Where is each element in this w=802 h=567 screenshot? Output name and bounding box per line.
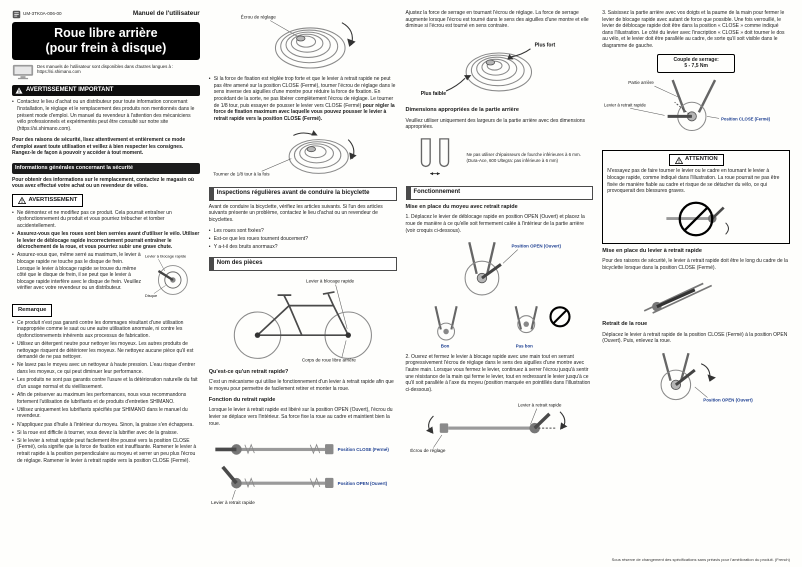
attention-box bbox=[602, 150, 790, 244]
languages-note bbox=[12, 64, 200, 80]
too-strong-text: Si la force de fixation est réglée trop forte et que le levier à retrait rapide ne peut pas être amené sur la position CLOSE (Fermé), tourner l'écrou de réglage dans le sens inverse des aiguilles d'une montre pour réduire la force de fixation. En procédant de la sorte, ne pas libérer complètement l'écrou de réglage. Le tourner de 1/8 tour, puis essayer de pousser le levier vers CLOSE (Fermé) bbox=[213, 76, 396, 109]
document-header bbox=[12, 10, 200, 19]
operation-title-text: Fonctionnement bbox=[413, 189, 461, 196]
inspections-intro: Avant de conduire la bicyclette, vérifiez les articles suivants. Si l'un des articles suivants présente un problème, contactez le lieu d'achat ou un revendeur de bicyclettes. bbox=[208, 203, 383, 223]
too-strong-bullet bbox=[209, 76, 397, 122]
figure-bicycle bbox=[209, 274, 397, 365]
dims-text: Veuillez utiliser uniquement des largeurs de la partie arrière avec des dimensions appropriées. bbox=[405, 117, 586, 131]
weaker-label: Plus faible bbox=[420, 90, 446, 97]
bad-label: Pas bon bbox=[515, 343, 533, 349]
remark-bullet: • Les produits ne sont pas garantis contre l'usure et la détérioration naturelle du fait d'un usage normal et du vieillissement. bbox=[12, 377, 200, 390]
parts-section-header bbox=[209, 257, 397, 271]
figure-step1-open bbox=[406, 238, 594, 299]
qr-what-title: Qu'est-ce qu'un retrait rapide? bbox=[208, 368, 289, 375]
page-title-line1: Roue libre arrière bbox=[54, 26, 158, 40]
page-title bbox=[12, 22, 200, 60]
inspection-item: • Les roues sont fixées? bbox=[209, 228, 397, 235]
column-3 bbox=[406, 10, 594, 559]
figure-step3-close bbox=[602, 76, 790, 147]
dims-note2: (Dura-Ace, 600 Ultegra: pas inférieure à 6 mm) bbox=[466, 158, 559, 164]
attention-title-box bbox=[669, 154, 724, 167]
good-label: Bon bbox=[440, 343, 449, 349]
step3-close-label: Position CLOSE (Fermé) bbox=[721, 116, 771, 122]
remark-bullet: • Si la roue est difficile à tourner, vous devez la lubrifier avec de la graisse. bbox=[12, 430, 200, 437]
warning-icon bbox=[675, 157, 683, 164]
inspections-list bbox=[209, 228, 397, 253]
lever-position-title: Mise en place du levier à retrait rapide bbox=[602, 247, 702, 254]
parts-title-text: Nom des pièces bbox=[216, 260, 263, 267]
warning-bullet: • Assurez-vous que les roues sont bien serrées avant d'utiliser le vélo. Utiliser le levier de déblocage rapide incorrectement pourrait entraîner le décrochement de la roue, et vous pourriez subir une grave chute. bbox=[12, 231, 200, 251]
important-warning-item: • Contactez le lieu d'achat ou un distributeur pour toute information concernant l'installation, le réglage et le remplacement des produits non mentionnés dans le présent mode d'emploi. Un manuel du revendeur à l'attention des mécaniciens vélo professionnels et expérimentés peut être consulté sur notre site (https://si.shimano.com). bbox=[12, 99, 200, 132]
too-strong-list bbox=[209, 76, 397, 124]
torque-label: Couple de serrage: bbox=[673, 56, 719, 63]
figure-disc-and-lever bbox=[144, 252, 200, 299]
removal-open-label: Position OPEN (Ouvert) bbox=[703, 397, 753, 403]
step3-lever-label: Levier à retrait rapide bbox=[604, 102, 647, 108]
remark-bullet: • Afin de préserver au maximum les performances, nous vous recommandons fortement l'utilisation de lubrifiants et de produits d'entretien SHIMANO. bbox=[12, 392, 200, 405]
figure-turn-eighth bbox=[209, 127, 397, 182]
figure-removal-open bbox=[602, 349, 790, 408]
general-safety-header: Informations générales concernant la sécurité bbox=[12, 163, 200, 174]
position-open-label: Position OPEN (Ouvert) bbox=[337, 480, 387, 486]
qr-function-title: Fonction du retrait rapide bbox=[208, 397, 276, 404]
page-title-line2: (pour frein à disque) bbox=[45, 40, 167, 55]
important-warning-title: AVERTISSEMENT IMPORTANT bbox=[26, 86, 114, 93]
warning-icon bbox=[18, 197, 26, 204]
freehub-body-label: Corps de roue libre arrière bbox=[301, 357, 356, 363]
disc-label: Disque bbox=[144, 293, 158, 299]
too-strong-bold: pour régler la force de fixation maximum avec laquelle vous pouvez pousser le levier à retrait rapide vers la position CLOSE (Fermé). bbox=[213, 102, 395, 122]
turn-eighth-label: Tourner de 1/8 tour à la fois bbox=[212, 171, 270, 177]
inspection-item: • Est-ce que les roues tournent doucement? bbox=[209, 236, 397, 243]
figure-attention-prohibited bbox=[653, 198, 739, 240]
figure-step2 bbox=[406, 397, 594, 456]
bike-lever-label: Levier à blocage rapide bbox=[305, 278, 354, 284]
removal-title: Retrait de la roue bbox=[602, 321, 648, 328]
inspections-section-header bbox=[209, 187, 397, 201]
warning-bullet: • Ne démontez et ne modifiez pas ce produit. Cela pourrait entraîner un dysfonctionnement du produit et vous pourriez trébucher et tomber accidentellement. bbox=[12, 210, 200, 230]
attention-body: N'essayez pas de faire tourner le levier ou le cadre en tournant le levier à blocage rapide, comme indiqué dans l'illustration. La roue pourrait ne pas être fixée de manière fiable au cadre et risque de se détacher du vélo, ce qui provoquerait des blessures graves. bbox=[607, 168, 780, 195]
warning-icon bbox=[15, 87, 23, 94]
document-icon bbox=[12, 10, 21, 19]
general-safety-intro: Pour obtenir des informations sur le remplacement, contactez le magasin où vous avez effectué votre achat ou un revendeur de vélos. bbox=[12, 176, 194, 190]
step1-text: 1. Déplacez le levier de déblocage rapide en position OPEN (Ouvert) et placez la roue de manière à ce qu'elle soit fermement calée à l'intérieur de la partie arrière (voir croquis ci-dessous). bbox=[405, 214, 585, 234]
step2-text: 2. Ouvrez et fermez le levier à blocage rapide avec une main tout en serrant progressivement l'écrou de réglage dans le sens des aiguilles d'une montre avec l'autre main. Lorsque vous fermez le levier, continuez à serrer l'écrou jusqu'à sentir une résistance de la main qui ferme le levier, tout en redressant le levier jusqu'à ce qu'il soit parallèle à l'axe du moyeu (position marquée en pointillés dans l'illustration ci-dessous). bbox=[405, 353, 591, 393]
figure-clamp-force bbox=[406, 34, 594, 104]
warning-title-text: AVERTISSEMENT bbox=[28, 196, 78, 203]
lever-position-text: Pour des raisons de sécurité, le levier à retrait rapide doit être le long du cadre de la bicyclette lorsque dans la position CLOSE (Fermé). bbox=[602, 258, 788, 271]
step3-text: 3. Saisissez la partie arrière avec vos doigts et la paume de la main pour fermer le levier de blocage rapide avec autant de force que possible. Une fois verrouillé, le levier de déblocage rapide doit être dans la position « CLOSE » comme indiqué dans l'illustration. Le côté du levier avec l'inscription « CLOSE » doit tourner le dos au vélo, et le levier doit être parallèle au cadre, de sorte qu'il soit visible dans le diagramme de gauche. bbox=[602, 10, 785, 49]
rear-end-label: Partie arrière bbox=[628, 80, 655, 86]
install-title: Mise en place du moyeu avec retrait rapide bbox=[405, 204, 518, 211]
figure-lever-along-frame bbox=[602, 275, 790, 317]
figure-good-bad bbox=[406, 302, 594, 351]
figure-fork-end-note bbox=[406, 135, 594, 181]
column-1 bbox=[12, 10, 200, 559]
stronger-label: Plus fort bbox=[534, 42, 555, 49]
remark-title-text: Remarque bbox=[18, 306, 47, 313]
step2-nut-label: Écrou de réglage bbox=[409, 448, 445, 454]
important-warning-bold-note: Pour des raisons de sécurité, lisez attentivement et entièrement ce mode d'emploi avant toute utilisation et veillez à bien respecter les consignes. Rangez-le de façon à pouvoir y accéder à tout moment. bbox=[12, 136, 186, 157]
adjusting-nut-label: Écrou de réglage bbox=[240, 14, 276, 20]
removal-text: Déplacez le levier à retrait rapide de la position CLOSE (Fermé) à la position OPEN (Ouvert). Puis, enlevez la roue. bbox=[602, 331, 788, 345]
dims-title: Dimensions appropriées de la partie arrière bbox=[405, 107, 519, 114]
clamp-force-text: Ajustez la force de serrage en tournant l'écrou de réglage. La force de serrage augmente lorsque l'écrou est tourné dans le sens des aiguilles d'une montre et elle diminue si l'écrou est tourné en sens contraire. bbox=[405, 10, 589, 30]
remark-bullet: • N'appliquez pas d'huile à l'intérieur du moyeu. Sinon, la graisse s'en échappera. bbox=[12, 422, 200, 429]
footer-note: Sous réserve de changement des spécifications sans préavis pour l'amélioration du produit. (French) bbox=[611, 557, 790, 562]
inspections-title-text: Inspections régulières avant de conduire la bicyclette bbox=[216, 189, 370, 196]
figure-adjusting-nut-cassette bbox=[209, 10, 397, 73]
dims-note1: Ne pas utiliser d'épaisseurs de fourche inférieures à 6 mm. bbox=[466, 152, 581, 158]
warning-bullet bbox=[12, 252, 200, 299]
warning-bullet-text: • Assurez-vous que, même serré au maximum, le levier à blocage rapide ne touche pas le disque de frein. Lorsque le levier à blocage rapide se trouve du même côté que le disque de frein, il se peut que le levier à blocage rapide interfère avec le disque de frein. Veuillez vérifier avec votre revendeur ou un distributeur. bbox=[17, 252, 141, 292]
figure-skewer-positions bbox=[209, 431, 397, 507]
torque-value: 5 - 7,5 Nm bbox=[684, 63, 708, 70]
qr-lever-label: Levier à retrait rapide bbox=[210, 499, 255, 505]
torque-box bbox=[657, 54, 735, 74]
remark-bullet: • Ce produit n'est pas garanti contre les dommages résultant d'une utilisation inappropriée comme le saut ou une autre utilisation anormale, ni contre les dysfonctionnements inhérents aux processus de fabrication. bbox=[12, 320, 200, 340]
step1-open-label: Position OPEN (Ouvert) bbox=[510, 243, 561, 249]
figure-fork-end bbox=[406, 135, 464, 181]
doc-code-text: UM-3TK0A-006-00 bbox=[23, 11, 62, 17]
position-close-label: Position CLOSE (Fermé) bbox=[337, 447, 389, 453]
operation-section-header bbox=[406, 186, 594, 200]
lever-label: Levier à blocage rapide bbox=[144, 253, 186, 259]
remark-box-title bbox=[12, 304, 52, 317]
remark-list bbox=[12, 320, 200, 466]
warning-box-title bbox=[12, 194, 83, 207]
warning-list bbox=[12, 210, 200, 301]
doc-code bbox=[12, 10, 62, 19]
column-4 bbox=[602, 10, 790, 559]
important-warning-header bbox=[12, 85, 200, 97]
attention-title-text: ATTENTION bbox=[685, 156, 718, 163]
monitor-icon bbox=[12, 64, 34, 80]
step2-lever-label: Levier à retrait rapide bbox=[517, 402, 562, 408]
column-2 bbox=[209, 10, 397, 559]
important-warning-list bbox=[12, 99, 200, 134]
languages-note-text: Des manuels de l'utilisateur sont disponibles dans d'autres langues à : https://si.shimano.com bbox=[37, 63, 174, 75]
inspection-item: • Y a-t-il des bruits anormaux? bbox=[209, 244, 397, 251]
remark-bullet: • Utilisez uniquement les lubrifiants spécifiés par SHIMANO dans le manuel du revendeur. bbox=[12, 407, 200, 420]
qr-function-text: Lorsque le levier à retrait rapide est libéré sur la position OPEN (Ouvert), l'écrou du levier se déplace vers l'intérieur. Sa force fixe la roue au cadre et maintient bien la roue. bbox=[208, 407, 393, 427]
manual-type-label: Manuel de l'utilisateur bbox=[132, 10, 200, 17]
remark-bullet: • Si le levier à retrait rapide peut facilement être poussé vers la position CLOSE (Fermé), cela signifie que la force de fixation est insuffisante. Ramener le levier à retrait rapide à la position perpendiculaire au moyeu et serrer un peu plus l'écrou de réglage. Ramener le levier à retrait rapide vers la position CLOSE (Fermé). bbox=[12, 438, 200, 464]
remark-bullet: • Ne lavez pas le moyeu avec un nettoyeur à haute pression. L'eau risque d'entrer dans les moyeux, ce qui peut diminuer leur performance. bbox=[12, 362, 200, 375]
remark-bullet: • Utilisez un détergent neutre pour nettoyer les moyeux. Les autres produits de nettoyage risquent de détériorer les moyeux. Ne nettoyez aucune pièce qu'il est demandé de ne pas nettoyer. bbox=[12, 341, 200, 361]
qr-what-text: C'est un mécanisme qui utilise le fonctionnement d'un levier à retrait rapide afin que le moyeu pour permettre de facilement retirer et monter la roue. bbox=[208, 378, 394, 392]
